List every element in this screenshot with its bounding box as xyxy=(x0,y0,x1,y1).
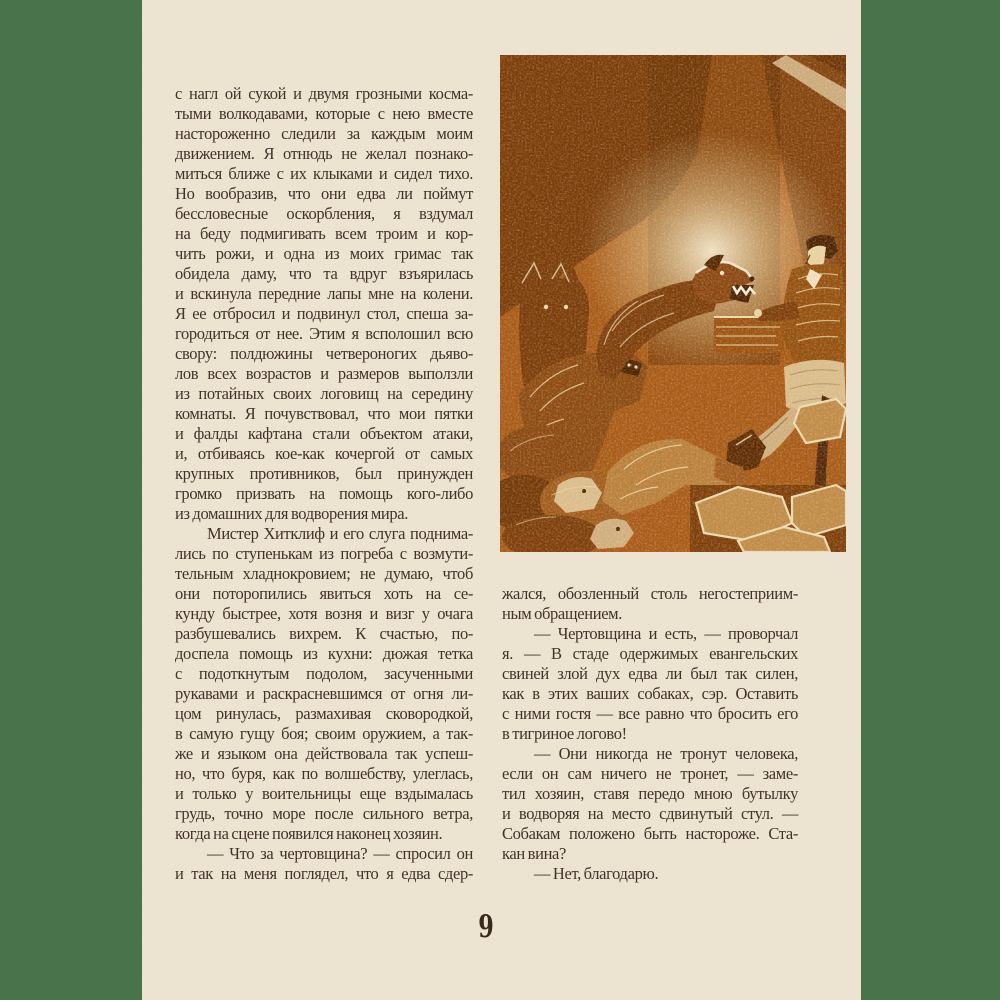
text-line: движением. Я отнюдь не желал познако- xyxy=(175,144,473,163)
text-line: кунду быстрее, хотя возня и визг у очага xyxy=(175,604,473,623)
text-line: когда на сцене появился наконец хозяин. xyxy=(175,824,443,843)
text-line: разбушевались вихрем. К счастью, по- xyxy=(175,624,473,643)
text-line: тельным хладнокровием; не думаю, чтоб xyxy=(175,564,473,583)
text-line: из домашних для водворения мира. xyxy=(175,504,409,523)
text-line: и только у воительницы еще вздымалась xyxy=(175,784,473,803)
text-line: как в этих ваших собаках, сэр. Оставить xyxy=(502,684,798,703)
paragraph xyxy=(175,844,473,884)
illustration-svg xyxy=(500,55,846,552)
text-line: с нагл ой сукой и двумя грозными косма- xyxy=(175,84,473,103)
text-line: с ними гостя — все равно что бросить его xyxy=(502,704,798,723)
text-line: если он сам ничего не тронет, — заме- xyxy=(502,764,798,783)
paragraph xyxy=(502,624,798,744)
text-line: комнаты. Я почувствовал, что мои пятки xyxy=(175,404,473,423)
text-column-right xyxy=(502,584,798,884)
text-line: я. — В стаде одержимых евангельских xyxy=(502,644,798,663)
book-page xyxy=(142,0,861,1000)
text-line: городиться от нее. Этим я всполошил всю xyxy=(175,324,473,343)
text-line: с подоткнутым подолом, засученными xyxy=(175,664,473,683)
book-illustration xyxy=(500,55,846,552)
text-line: из потайных своих логовищ на середину xyxy=(175,384,473,403)
text-line: Собакам положено быть настороже. Ста- xyxy=(502,824,798,843)
text-line: — Нет, благодарю. xyxy=(534,864,659,883)
text-line: громко призвать на помощь кого-либо xyxy=(175,484,473,503)
page-number: 9 xyxy=(478,909,494,945)
paragraph xyxy=(502,744,798,864)
text-line: обидела даму, что та вдруг взъярилась xyxy=(175,264,473,283)
text-line: миться ближе с их клыками и сидел тихо. xyxy=(175,164,473,183)
text-line: рукавами и раскрасневшимся от огня ли- xyxy=(175,684,473,703)
text-line: жался, обозленный столь негостеприим- xyxy=(502,584,798,603)
paragraph xyxy=(502,584,798,624)
text-line: — Чертовщина и есть, — проворчал xyxy=(534,624,798,643)
text-line: бессловесные оскорбления, я вздумал xyxy=(175,204,473,223)
text-column-left xyxy=(175,84,473,884)
text-line: цом ринулась, размахивая сковородкой, xyxy=(175,704,473,723)
text-line: Мистер Хитклиф и его слуга поднима- xyxy=(207,524,473,543)
text-line: свору: полдюжины четвероногих дьяво- xyxy=(175,344,473,363)
text-line: лись по ступенькам из погреба с возмути- xyxy=(175,544,473,563)
text-line: но, что буря, как по волшебству, улеглась, xyxy=(175,764,473,783)
text-line: ным обращением. xyxy=(502,604,623,623)
text-line: в самую гущу боя; своим оружием, а так- xyxy=(175,724,473,743)
text-line: — Что за чертовщина? — спросил он xyxy=(207,844,473,863)
text-line: и, отбиваясь кое-как кочергой от самых xyxy=(175,444,473,463)
text-line: — Они никогда не тронут человека, xyxy=(534,744,798,763)
text-line: и так на меня поглядел, что я едва сдер- xyxy=(175,864,473,883)
engraving-texture xyxy=(500,55,846,552)
text-line: же и языком она действовала так успеш- xyxy=(175,744,473,763)
text-line: грудь, точно море после сильного ветра, xyxy=(175,804,473,823)
text-line: в тигриное логово! xyxy=(502,724,627,743)
text-line: лов всех возрастов и размеров выползли xyxy=(175,364,473,383)
text-line: и фалды кафтана стали объектом атаки, xyxy=(175,424,473,443)
text-line: кан вина? xyxy=(502,844,566,863)
text-line: и водворяя на место сдвинутый стул. — xyxy=(502,804,798,823)
text-line: Но вообразив, что они едва ли поймут xyxy=(175,184,473,203)
text-line: свиней злой дух едва ли был так силен, xyxy=(502,664,798,683)
text-line: и вскинула передние лапы мне на колени. xyxy=(175,284,473,303)
paragraph xyxy=(502,864,798,884)
text-line: доспела помощь из кухни: дюжая тетка xyxy=(175,644,473,663)
text-line: на беду подмигивать всем троим и кор- xyxy=(175,224,473,243)
text-line: крупных противников, был принужден xyxy=(175,464,473,483)
text-line: они поторопились явиться хоть на се- xyxy=(175,584,473,603)
text-line: чить рожи, и одна из моих гримас так xyxy=(175,244,473,263)
paragraph xyxy=(175,524,473,844)
text-line: тил хозяин, ставя передо мною бутылку xyxy=(502,784,798,803)
text-line: настороженно следили за каждым моим xyxy=(175,124,473,143)
text-line: тыми волкодавами, которые с нею вместе xyxy=(175,104,473,123)
paragraph xyxy=(175,84,473,524)
text-line: Я ее отбросил и подвинул стол, спеша за- xyxy=(175,304,473,323)
